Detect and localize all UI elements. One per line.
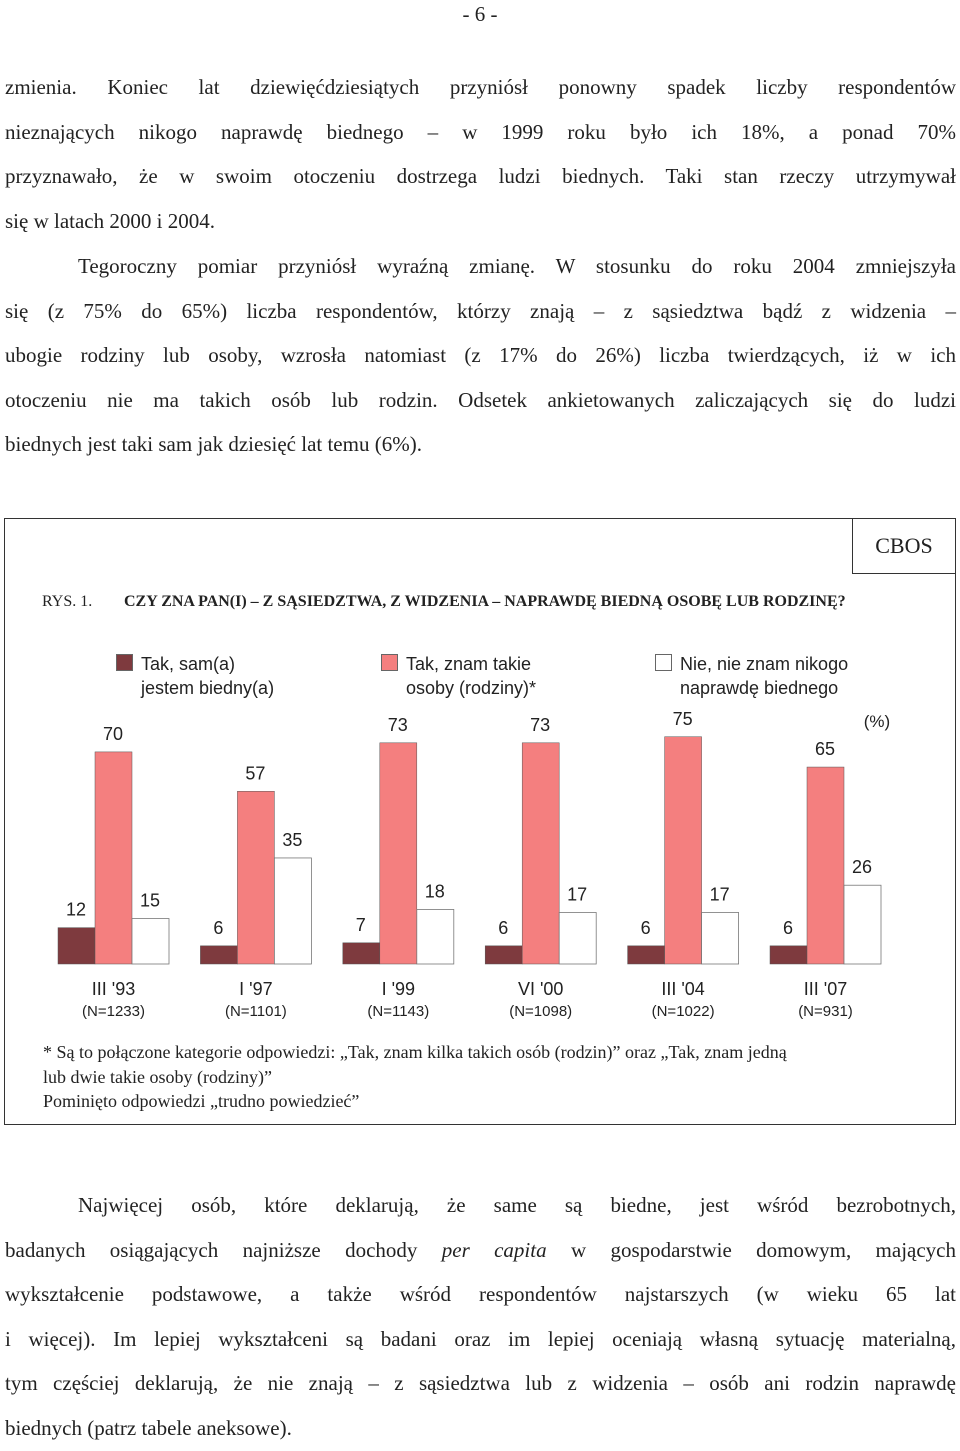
data-label: 35 [282,829,303,850]
data-label: 12 [65,899,87,920]
page-number: - 6 - [462,2,498,26]
text-line: się (z 75% do 65%) liczba respondentów, którzy znają – z sąsiedztwa bądź z widzenia – [5,298,956,323]
bar [343,943,380,964]
data-label: 15 [139,890,161,911]
bar [380,743,417,964]
legend-swatch [116,654,133,671]
bar [132,919,169,964]
text-line: zmienia. Koniec lat dziewięćdziesiątych przyniósł ponowny spadek liczby respondentów [5,75,956,99]
text-line: i więcej). Im lepiej wykształceni są badani oraz im lepiej oceniają własną sytuację materialną, [5,1326,956,1351]
footnote-line: lub dwie takie osoby (rodziny)” [43,1066,272,1087]
bar [58,928,95,964]
bar [807,767,844,964]
data-label: 26 [851,857,873,878]
legend-label: naprawdę biednego [680,678,839,698]
bar [770,946,807,964]
bar [522,743,559,964]
legend-label: Tak, sam(a) [141,654,236,674]
data-label: 6 [640,917,651,938]
legend-label: osoby (rodziny)* [406,678,537,698]
data-label: 17 [709,884,730,905]
bar [628,946,665,964]
data-label: 6 [498,917,509,938]
sample-size-label: (N=1022) [651,1003,715,1020]
bar [702,912,739,964]
bar-chart [5,699,955,1029]
figure-box [4,518,956,1125]
bar [559,912,596,964]
category-label: III '93 [91,979,136,999]
bar [200,946,237,964]
category-label: I '97 [239,979,273,999]
bar [237,791,274,964]
category-label: III '04 [661,979,705,999]
text-line: biednych jest taki sam jak dziesięć lat temu (6%). [5,432,422,457]
data-label: 73 [387,714,408,735]
bar [485,946,522,964]
footnote-line: Pominięto odpowiedzi „trudno powiedzieć” [43,1091,360,1111]
category-label: I '99 [381,979,416,999]
figure-footnote [43,1040,923,1114]
legend-item-know-poor [406,652,536,700]
sample-size-label: (N=1233) [82,1003,145,1020]
paragraph-2 [5,244,956,467]
sample-size-label: (N=1098) [509,1003,573,1020]
data-label: 18 [424,881,445,902]
bar [844,885,881,964]
data-label: 57 [245,763,266,784]
text-line: tym częściej deklarują, że nie znają – z sąsiedztwa lub z widzenia – osób ani rodzin naprawdę [5,1371,956,1396]
text-line: wykształcenie podstawowe, a także wśród respondentów najstarszych (w wieku 65 lat [5,1282,956,1307]
legend-label: Tak, znam takie [406,654,532,674]
bar [665,737,702,964]
text-line: otoczeniu nie ma takich osób lub rodzin. Odsetek ankietowanych zaliczających się do ludzi [5,387,956,412]
text-line: nieznających nikogo naprawdę biednego – w 1999 roku było ich 18%, a ponad 70% [5,119,956,144]
paragraph-1 [5,65,956,243]
sample-size-label: (N=931) [798,1003,853,1020]
text-line: ubogie rodziny lub osoby, wzrosła natomiast (z 17% do 26%) liczba twierdzących, iż w ich [5,343,956,368]
footnote-line: * Są to połączone kategorie odpowiedzi: „Tak, znam kilka takich osób (rodzin)” oraz „Tak, znam jedną [43,1042,787,1062]
legend-item-dont-know [680,652,848,700]
data-label: 7 [355,914,366,935]
data-label: 65 [814,739,836,760]
bar [274,858,311,964]
text-line: się w latach 2000 i 2004. [5,208,215,233]
unit-label: (%) [863,712,891,731]
figure-label: RYS. 1. [42,593,93,610]
legend-label: Nie, nie znam nikogo [680,654,849,674]
legend-item-self-poor [141,652,274,700]
legend-swatch [655,654,672,671]
sample-size-label: (N=1143) [367,1003,430,1020]
text-line: badanych osiągających najniższe dochody per capita w gospodarstwie domowym, mających [5,1237,956,1262]
data-label: 6 [782,917,794,938]
data-label: 73 [530,714,551,735]
bar [417,909,454,964]
figure-title: CZY ZNA PAN(I) – Z SĄSIEDZTWA, Z WIDZENIA – NAPRAWDĘ BIEDNĄ OSOBĘ LUB RODZINĘ? [124,593,846,610]
legend-label: jestem biedny(a) [141,678,275,698]
source-label: CBOS [852,518,956,574]
data-label: 70 [102,723,124,744]
legend-swatch [381,654,398,671]
text-line: przyznawało, że w swoim otoczeniu dostrzega ludzi biednych. Taki stan rzeczy utrzymywał [5,164,956,189]
category-label: VI '00 [517,979,564,999]
text-line: Najwięcej osób, które deklarują, że same są biedne, jest wśród bezrobotnych, [78,1193,956,1217]
data-label: 75 [672,708,693,729]
text-line: Tegoroczny pomiar przyniósł wyraźną zmianę. W stosunku do roku 2004 zmniejszyła [78,254,956,278]
sample-size-label: (N=1101) [224,1003,287,1020]
data-label: 6 [213,917,224,938]
paragraph-3 [5,1183,956,1451]
data-label: 17 [567,884,588,905]
bar [95,752,132,964]
text-line: biednych (patrz tabele aneksowe). [5,1415,292,1440]
italic-phrase: per capita [441,1237,547,1262]
category-label: III '07 [803,979,848,999]
